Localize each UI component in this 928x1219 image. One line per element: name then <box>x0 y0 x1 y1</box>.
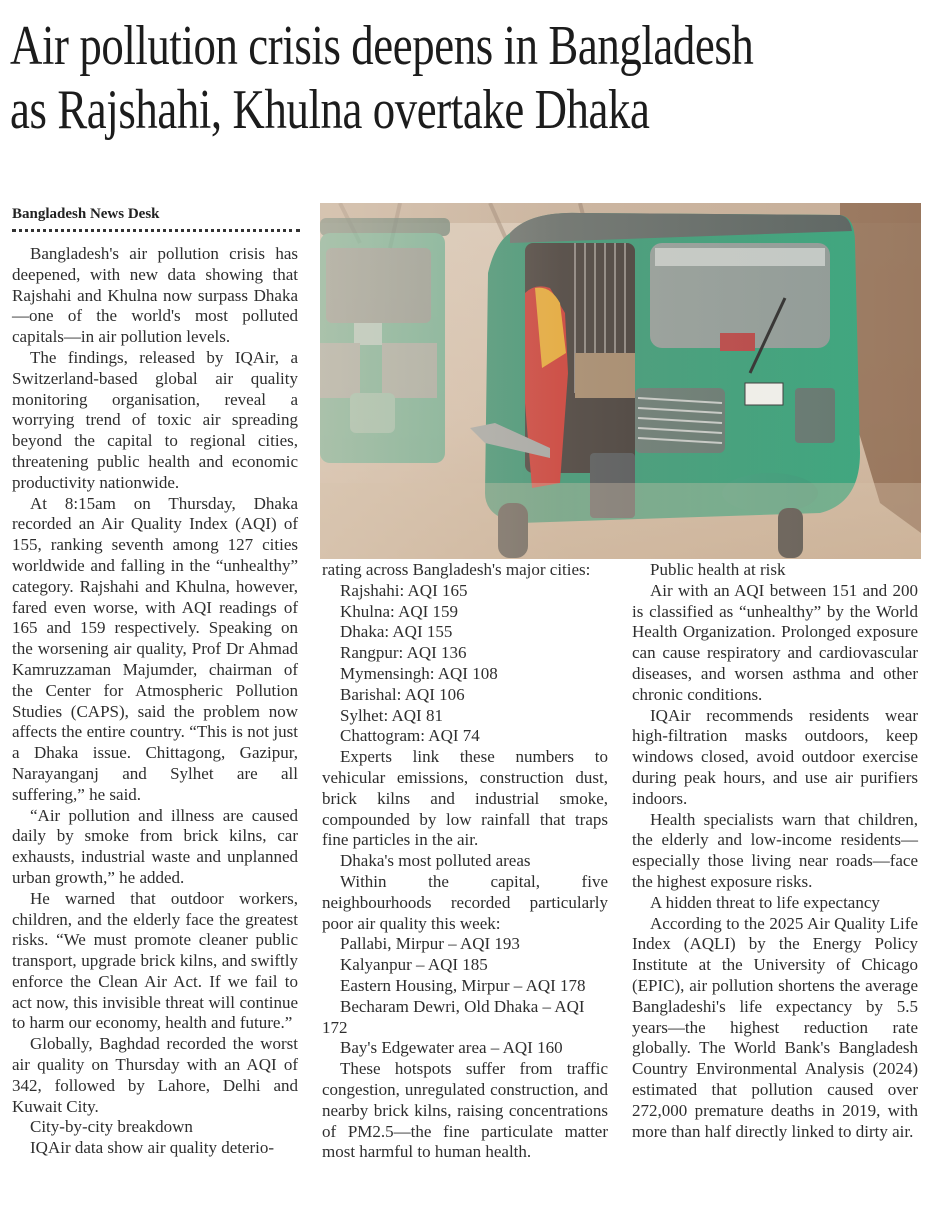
paragraph: At 8:15am on Thursday, Dhaka recorded an Air Quality Index (AQI) of 155, ranking seventh among 127 cities worldwide and falling in the “unhealthy” category. Rajshahi and Khulna, however, fared even worse, with AQI readings of 165 and 159 respectively. Speaking on the worsening air quality, Prof Dr Ahmad Kamruzzaman Majumder, chairman of the Center for Atmospheric Pollution Studies (CAPS), said the problem now affects the entire country. “This is not just a Dhaka issue. Chittagong, Gazipur, Narayanganj and Sylhet are all suffering,” he said. <box>12 493 298 804</box>
city-aqi-item: Mymensingh: AQI 108 <box>340 663 498 683</box>
paragraph: Experts link these numbers to vehicular emissions, construction dust, brick kilns and industrial smoke, compounded by low rainfall that traps fine particles in the air. <box>322 747 608 850</box>
paragraph: He warned that outdoor workers, children, and the elderly face the greatest risks. “We must promote cleaner public transport, upgrade brick kilns, and swiftly enforce the Clean Air Act. If we fail to act now, this invisible threat will continue to harm our economy, health and future.” <box>12 888 298 1033</box>
paragraph: Health specialists warn that children, the elderly and low-income residents—especially those living near roads—face the highest exposure risks. <box>632 809 918 891</box>
paragraph: Bangladesh's air pollution crisis has deepened, with new data showing that Rajshahi and Khulna now surpass Dhaka—one of the world's most polluted capitals—in air pollution levels. <box>12 244 298 347</box>
article-column-1 <box>12 244 298 1159</box>
paragraph: IQAir recommends residents wear high-filtration masks outdoors, keep windows closed, avoid outdoor exercise during peak hours, and use air purifiers indoors. <box>632 705 918 808</box>
paragraph: The findings, released by IQAir, a Switzerland-based global air quality monitoring organisation, reveal a worrying trend of toxic air spreading beyond the capital to regional cities, threatening public health and economic productivity nationwide. <box>12 347 298 492</box>
article-photo <box>320 203 921 559</box>
headline <box>10 14 754 142</box>
paragraph: These hotspots suffer from traffic congestion, unregulated construction, and nearby brick kilns, raising concentrations of PM2.5—the fine particulate matter most harmful to human health. <box>322 1059 608 1162</box>
city-aqi-item: Barishal: AQI 106 <box>340 684 465 704</box>
paragraph: “Air pollution and illness are caused daily by smoke from brick kilns, car exhausts, industrial waste and unplanned urban growth,” he added. <box>12 805 298 887</box>
photo-illustration <box>320 203 921 559</box>
paragraph-continuation: rating across Bangladesh's major cities: <box>322 560 591 579</box>
headline-line-1: Air pollution crisis deepens in Bangladesh <box>10 15 754 77</box>
city-aqi-item: Sylhet: AQI 81 <box>340 705 443 725</box>
article-column-3 <box>632 560 918 1142</box>
area-aqi-item: Becharam Dewri, Old Dhaka – AQI 172 <box>322 996 585 1037</box>
area-aqi-item: Bay's Edgewater area – AQI 160 <box>340 1038 563 1058</box>
subheading-city-breakdown: City-by-city breakdown <box>30 1117 193 1137</box>
city-aqi-item: Rangpur: AQI 136 <box>340 643 467 663</box>
article-column-2 <box>322 560 608 1163</box>
byline: Bangladesh News Desk <box>12 206 160 222</box>
subheading-life-expectancy: A hidden threat to life expectancy <box>650 892 880 912</box>
subheading-dhaka-areas: Dhaka's most polluted areas <box>340 851 531 871</box>
area-aqi-item: Eastern Housing, Mirpur – AQI 178 <box>340 975 586 995</box>
paragraph: IQAir data show air quality deterio- <box>30 1138 275 1158</box>
area-aqi-item: Kalyanpur – AQI 185 <box>340 955 488 975</box>
city-aqi-item: Chattogram: AQI 74 <box>340 726 480 746</box>
city-aqi-item: Dhaka: AQI 155 <box>340 622 453 642</box>
paragraph: According to the 2025 Air Quality Life Index (AQLI) by the Energy Policy Institute at the University of Chicago (EPIC), air pollution shortens the average Bangladeshi's life expectancy by 5.5 years—the highest reduction rate globally. The World Bank's Bangladesh Country Environmental Analysis (2024) estimated that pollution caused over 272,000 premature deaths in 2019, with more than half directly linked to dirty air. <box>632 913 918 1141</box>
area-aqi-item: Pallabi, Mirpur – AQI 193 <box>340 934 520 954</box>
byline-dotted-divider <box>12 229 300 232</box>
city-aqi-item: Rajshahi: AQI 165 <box>340 580 468 600</box>
paragraph: Within the capital, five neighbourhoods recorded particularly poor air quality this week: <box>322 871 608 933</box>
subheading-public-health: Public health at risk <box>650 560 786 579</box>
paragraph: Air with an AQI between 151 and 200 is classified as “unhealthy” by the World Health Organization. Prolonged exposure can cause respiratory and cardiovascular diseases, and worsen asthma and other chronic conditions. <box>632 580 918 704</box>
headline-line-2: as Rajshahi, Khulna overtake Dhaka <box>10 79 650 141</box>
paragraph: Globally, Baghdad recorded the worst air quality on Thursday with an AQI of 342, followed by Lahore, Delhi and Kuwait City. <box>12 1034 298 1116</box>
city-aqi-item: Khulna: AQI 159 <box>340 601 459 621</box>
